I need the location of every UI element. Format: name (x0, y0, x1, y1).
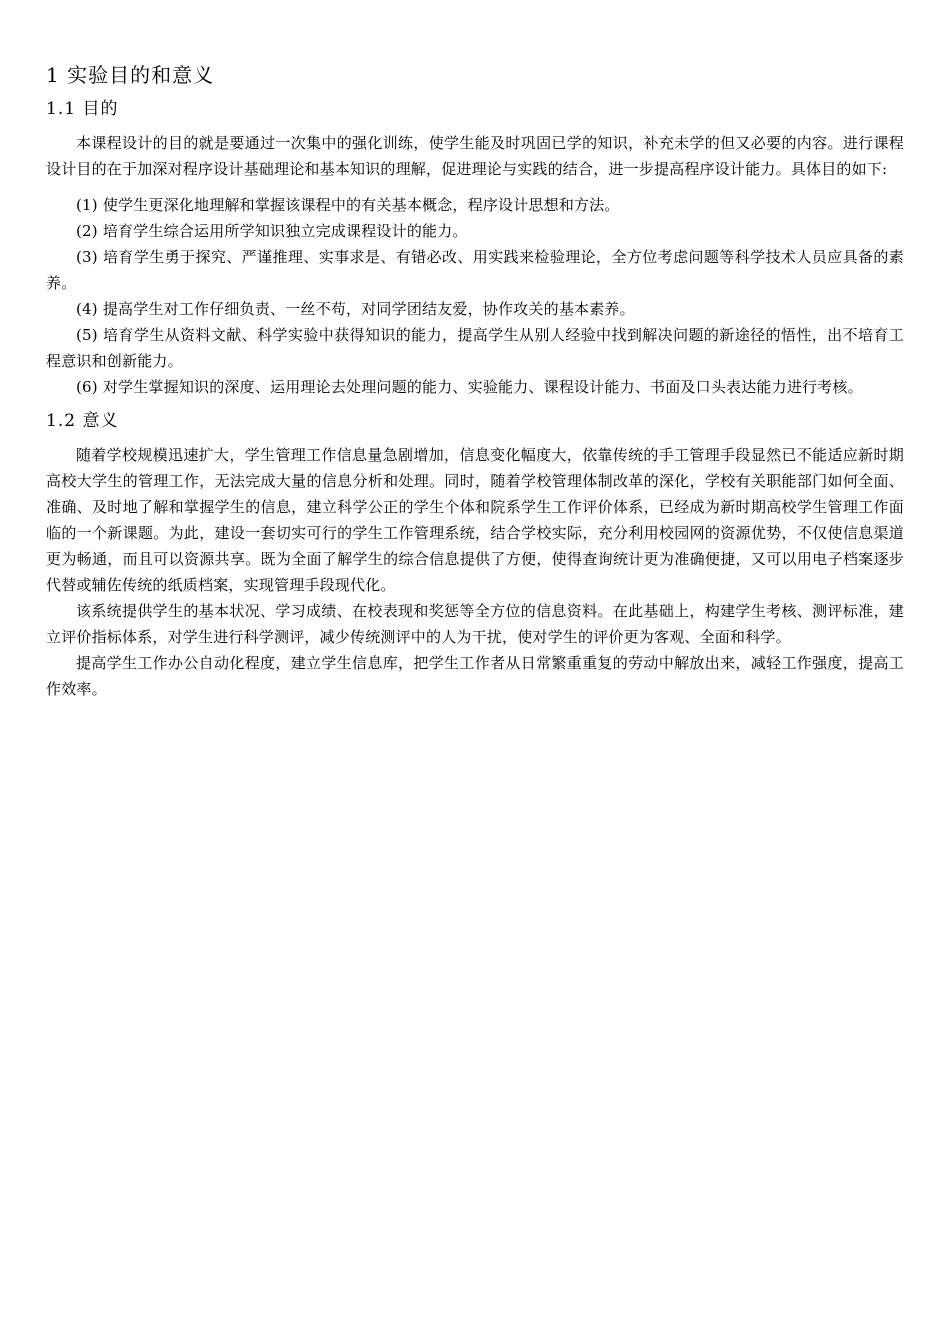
document-body (46, 60, 904, 702)
section-heading-1: 1 实验目的和意义 (46, 63, 215, 87)
purpose-item-1: (1) 使学生更深化地理解和掌握该课程中的有关基本概念，程序设计思想和方法。 (76, 196, 620, 214)
purpose-item-4: (4) 提高学生对工作仔细负责、一丝不苟，对同学团结友爱，协作攻关的基本素养。 (76, 300, 635, 318)
section-heading-1-2: 1.2 意义 (46, 411, 119, 431)
significance-paragraph-1: 随着学校规模迅速扩大，学生管理工作信息量急剧增加，信息变化幅度大，依靠传统的手工管理手段显然已不能适应新时期高校大学生的管理工作，无法完成大量的信息分析和处理。同时，随着学校管理体制改革的深化，学校有关职能部门如何全面、准确、及时地了解和掌握学生的信息，建立科学公正的学生个体和院系学生工作评价体系，已经成为新时期高校学生管理工作面临的一个新课题。为此，建设一套切实可行的学生工作管理系统，结合学校实际，充分利用校园网的资源优势，不仅使信息渠道更为畅通，而且可以资源共享。既为全面了解学生的综合信息提供了方便，使得查询统计更为准确便捷，又可以用电子档案逐步代替或辅佐传统的纸质档案，实现管理手段现代化。 (46, 446, 904, 594)
significance-paragraph-2: 该系统提供学生的基本状况、学习成绩、在校表现和奖惩等全方位的信息资料。在此基础上，构建学生考核、测评标准，建立评价指标体系，对学生进行科学测评，减少传统测评中的人为干扰，使对学生的评价更为客观、全面和科学。 (46, 602, 904, 646)
section-heading-1-1: 1.1 目的 (46, 99, 119, 119)
purpose-item-5: (5) 培育学生从资料文献、科学实验中获得知识的能力，提高学生从别人经验中找到解决问题的新途径的悟性，出不培育工程意识和创新能力。 (46, 326, 904, 370)
purpose-list (46, 192, 904, 400)
purpose-item-3: (3) 培育学生勇于探究、严谨推理、实事求是、有错必改、用实践来检验理论，全方位考虑问题等科学技术人员应具备的素养。 (46, 248, 904, 292)
purpose-item-6: (6) 对学生掌握知识的深度、运用理论去处理问题的能力、实验能力、课程设计能力、书面及口头表达能力进行考核。 (76, 378, 863, 396)
significance-paragraph-3: 提高学生工作办公自动化程度，建立学生信息库，把学生工作者从日常繁重重复的劳动中解放出来，减轻工作强度，提高工作效率。 (46, 654, 904, 698)
purpose-intro-paragraph: 本课程设计的目的就是要通过一次集中的强化训练，使学生能及时巩固已学的知识，补充未学的但又必要的内容。进行课程设计目的在于加深对程序设计基础理论和基本知识的理解，促进理论与实践的结合，进一步提高程序设计能力。具体目的如下: (46, 134, 904, 178)
purpose-item-2: (2) 培育学生综合运用所学知识独立完成课程设计的能力。 (76, 222, 468, 240)
